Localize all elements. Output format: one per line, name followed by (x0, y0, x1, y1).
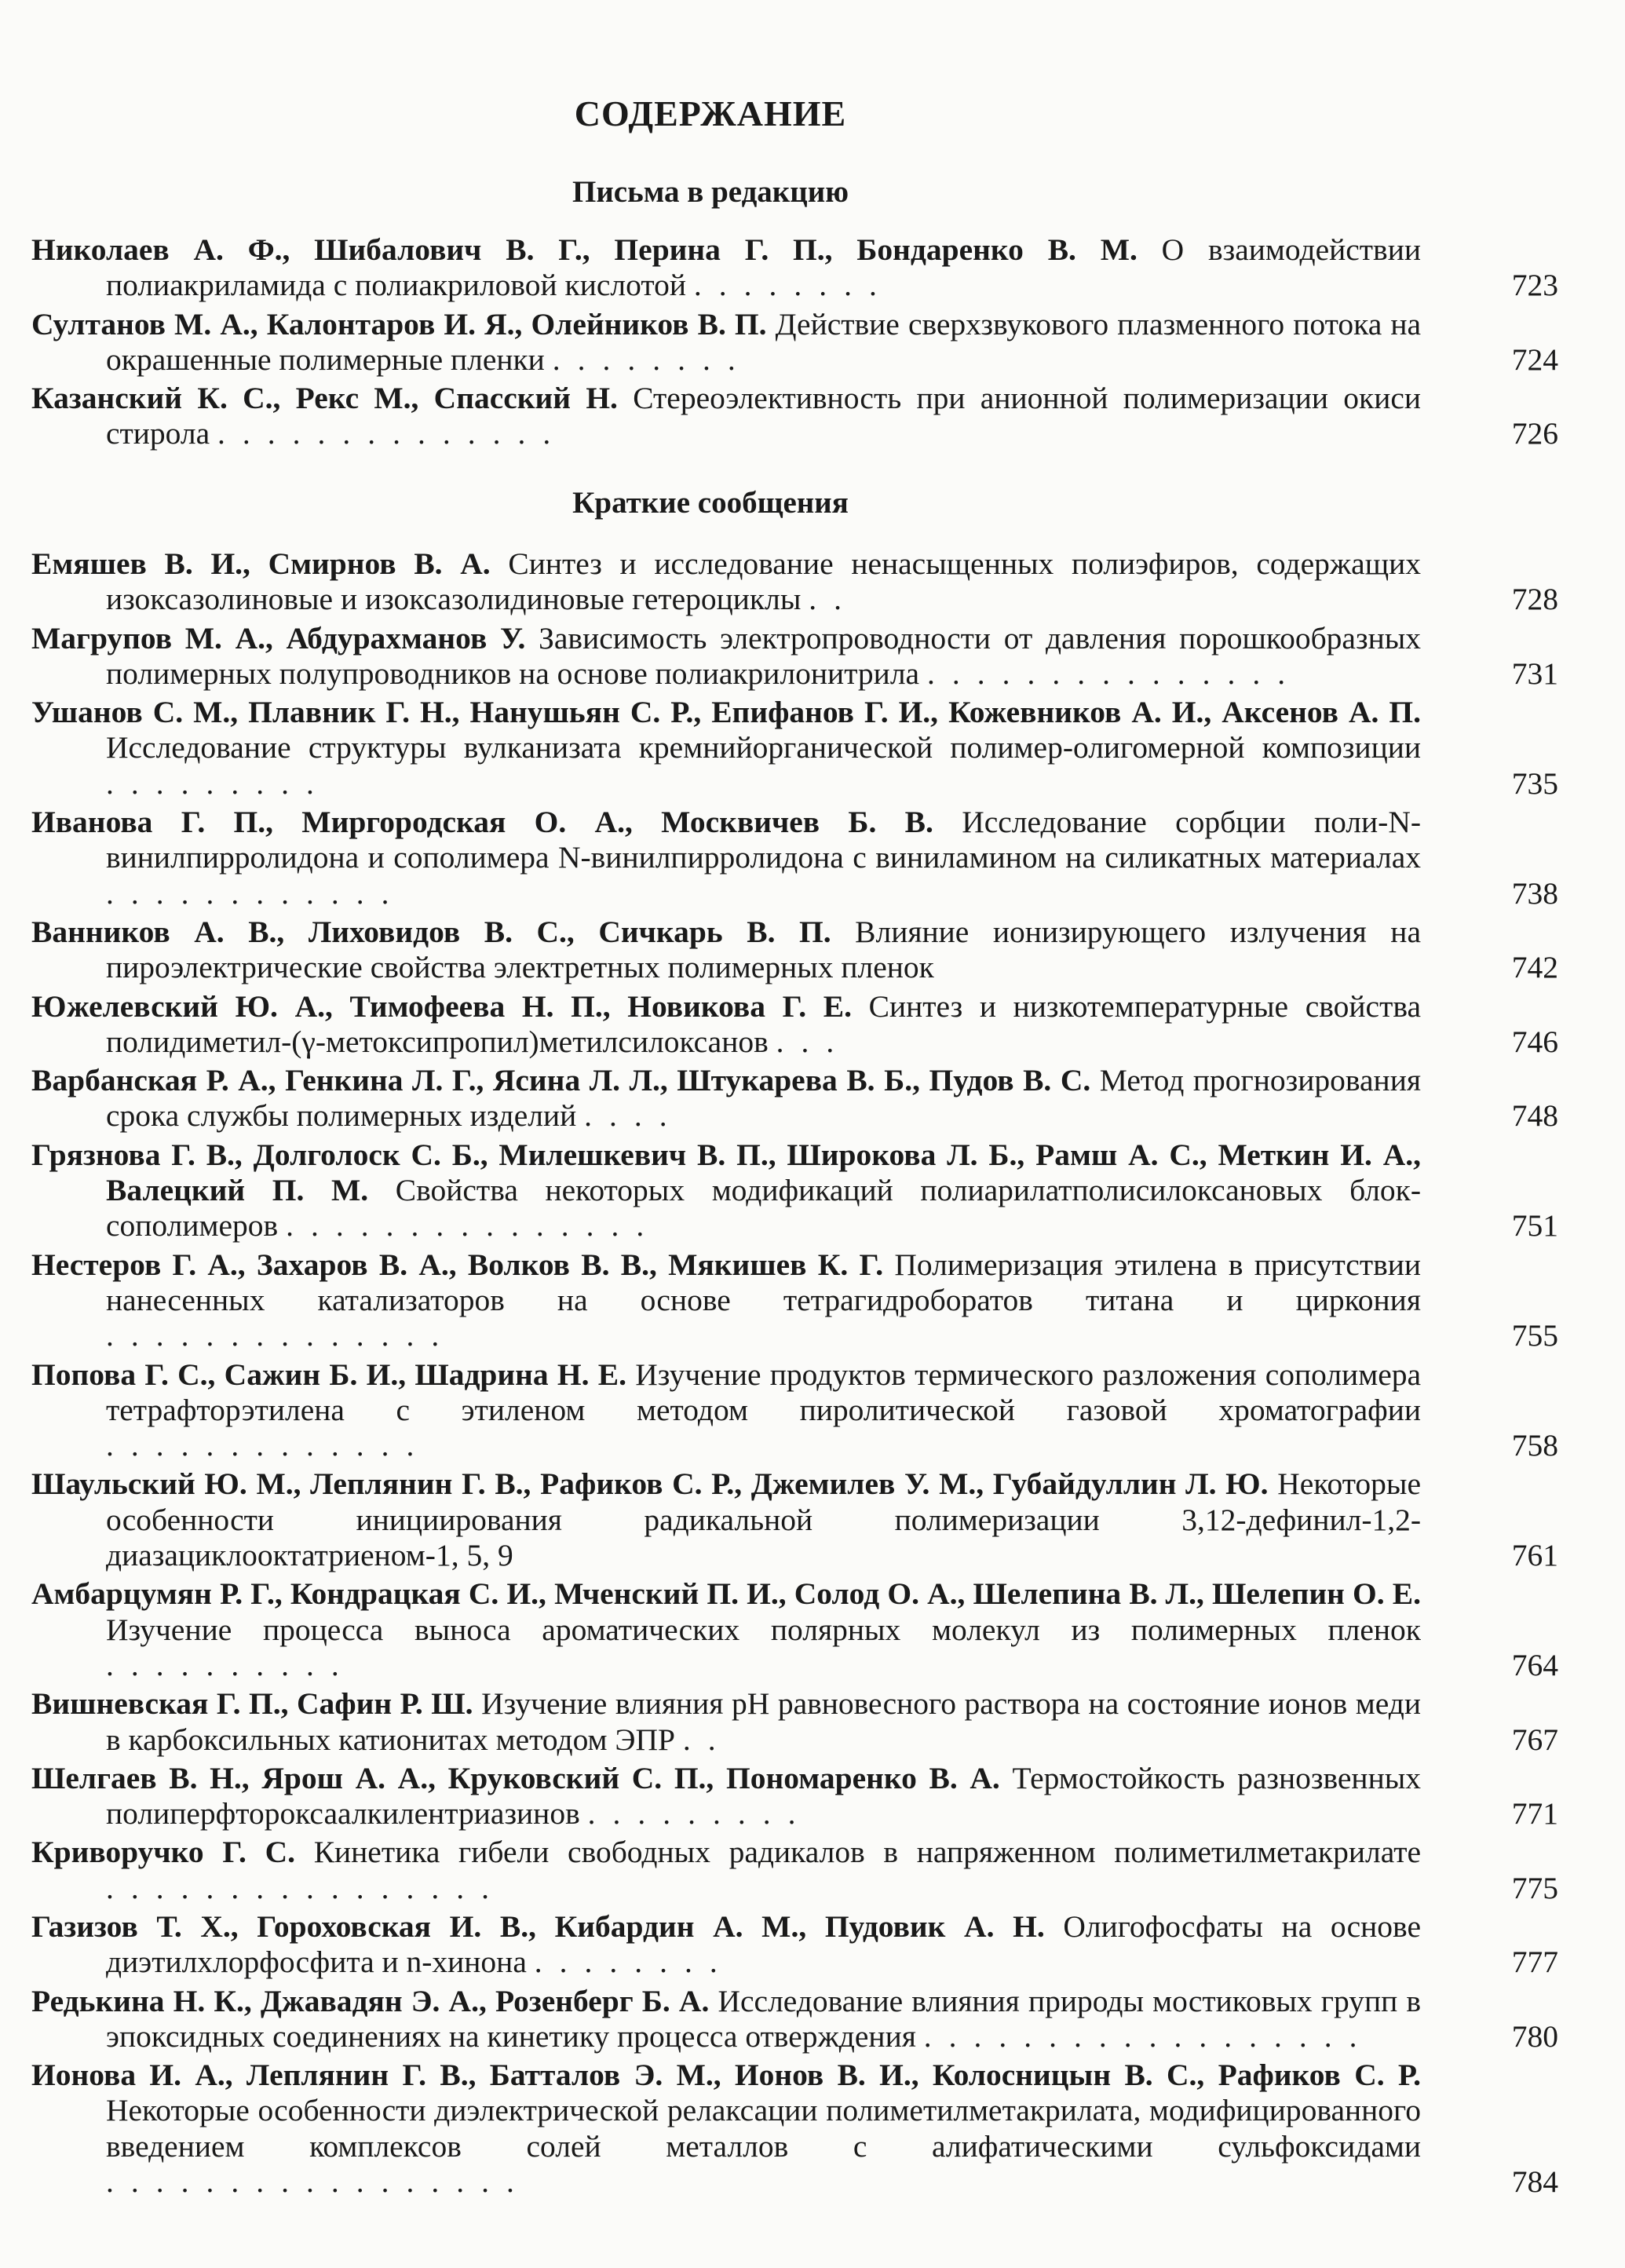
section-heading-letters: Письма в редакцию (571, 175, 849, 209)
entry-page: 771 (1511, 1796, 1558, 1832)
entry-page: 735 (1511, 765, 1558, 801)
entry-text (31, 915, 1421, 986)
entry-text (31, 1984, 1421, 2055)
entry-title: Олигофосфаты на основе диэтилхлорфосфита и n-хинона (106, 1908, 1421, 1980)
leader-dots: ............... (286, 1208, 662, 1244)
entry-text (31, 307, 1421, 378)
entry-authors: Амбарцумян Р. Г., Кондрацкая С. И., Мченский П. И., Солод О. А., Шелепина В. Л., Шелепин О. Е. (31, 1576, 1421, 1612)
entry-page: 777 (1511, 1945, 1558, 1980)
toc-entry[interactable] (31, 2058, 1566, 2200)
entry-title: Свойства некоторых модификаций полиарилатполисилоксановых блок-сополимеров (106, 1173, 1422, 1244)
leader-dots: .............. (217, 416, 568, 451)
entry-text (31, 2058, 1421, 2200)
entry-authors: Султанов М. А., Калонтаров И. Я., Олейников В. П. (31, 306, 767, 341)
entry-text (31, 1247, 1421, 1354)
toc-entry[interactable] (31, 546, 1566, 618)
entry-page: 738 (1511, 875, 1558, 911)
leader-dots: ... (776, 1024, 852, 1059)
entry-page: 726 (1511, 416, 1558, 451)
toc-entry[interactable] (31, 1357, 1566, 1464)
entry-authors: Вишневская Г. П., Сафин Р. Ш. (31, 1686, 473, 1722)
entry-title: Изучение процесса выноса ароматических полярных молекул из полимерных пленок (106, 1612, 1421, 1647)
entry-page: 723 (1511, 268, 1558, 303)
toc-entry[interactable] (31, 1063, 1566, 1134)
toc-entry[interactable] (31, 1686, 1566, 1758)
toc-entry[interactable] (31, 915, 1566, 986)
entry-page: 758 (1511, 1428, 1558, 1463)
leader-dots: ............. (106, 1428, 432, 1463)
entry-page: 755 (1511, 1318, 1558, 1353)
entry-page: 742 (1511, 950, 1558, 985)
entry-title: Влияние ионизирующего излучения на пироэлектрические свойства электретных полимерных пленок (106, 914, 1421, 985)
toc-entry[interactable] (31, 1247, 1566, 1354)
toc-entry[interactable] (31, 989, 1566, 1061)
entry-title: Исследование влияния природы мостиковых групп в эпоксидных соединениях на кинетику процесса отверждения (106, 1983, 1422, 2054)
toc-entry[interactable] (31, 232, 1566, 304)
entry-title: Изучение влияния pH равновесного раствора на состояние ионов меди в карбоксильных катионитах методом ЭПР (106, 1686, 1421, 1757)
entry-page: 746 (1511, 1024, 1558, 1059)
leader-dots: ................. (106, 2164, 531, 2200)
entry-page: 784 (1511, 2164, 1558, 2200)
entry-page: 767 (1511, 1722, 1558, 1757)
entry-text (31, 1063, 1421, 1134)
leader-dots: ........ (693, 268, 894, 303)
section-heading-short-reports: Краткие сообщения (572, 486, 849, 520)
toc-entry[interactable] (31, 1761, 1566, 1832)
page-title: СОДЕРЖАНИЕ (574, 93, 847, 133)
entry-page: 764 (1511, 1647, 1558, 1682)
leader-dots: ......... (106, 765, 331, 801)
leader-dots: ................ (106, 1870, 506, 1905)
entry-authors: Южелевский Ю. А., Тимофеева Н. П., Новикова Г. Е. (31, 988, 853, 1024)
entry-text (31, 1686, 1421, 1758)
toc-entry[interactable] (31, 1466, 1566, 1573)
entry-authors: Варбанская Р. А., Генкина Л. Г., Ясина Л. Л., Штукарева В. Б., Пудов В. С. (31, 1063, 1091, 1098)
entry-page: 724 (1511, 341, 1558, 377)
entry-authors: Нестеров Г. А., Захаров В. А., Волков В. В., Мякишев К. Г. (31, 1247, 884, 1282)
entry-authors: Казанский К. С., Рекс М., Спасский Н. (31, 381, 618, 416)
toc-entry[interactable] (31, 307, 1566, 378)
entry-title: Изучение продуктов термического разложения сополимера тетрафторэтилена с этиленом методом пиролитической газовой хроматографии (106, 1357, 1422, 1427)
leader-dots: ......... (587, 1796, 813, 1832)
leader-dots: .................. (923, 2018, 1375, 2054)
entry-text (31, 989, 1421, 1061)
entry-text (31, 381, 1421, 452)
leader-dots: .. (682, 1722, 733, 1757)
entry-authors: Грязнова Г. В., Долголоск С. Б., Милешкевич В. П., Широкова Л. Б., Рамш А. С., Меткин И. А., Валецкий П. М. (31, 1137, 1421, 1208)
leader-dots: .... (584, 1098, 685, 1134)
entry-authors: Ванников А. В., Лиховидов В. С., Сичкарь В. П. (31, 914, 831, 949)
leader-dots: ............ (106, 875, 407, 911)
toc-entry[interactable] (31, 621, 1566, 692)
entry-title: Метод прогнозирования срока службы полимерных изделий (106, 1063, 1421, 1134)
entry-text (31, 1909, 1421, 1981)
entry-title: Синтез и низкотемпературные свойства полидиметил-(γ-метоксипропил)метилсилоксанов (106, 988, 1421, 1059)
entry-authors: Ионова И. А., Леплянин Г. В., Батталов Э. М., Ионов В. И., Колосницын В. С., Рафиков С. Р. (31, 2058, 1421, 2093)
entry-text (31, 621, 1421, 692)
entry-page: 780 (1511, 2018, 1558, 2054)
entry-page: 731 (1511, 656, 1558, 691)
entry-page: 751 (1511, 1208, 1558, 1244)
entry-title: Исследование сорбции поли-N-винилпирролидона и сополимера N-винилпирролидона с виниламином на силикатных материалах (106, 805, 1421, 875)
toc-entry[interactable] (31, 695, 1566, 802)
entry-text (31, 1761, 1421, 1832)
entry-page: 775 (1511, 1870, 1558, 1905)
entry-title: Термостойкость разнозвенных полиперфтороксаалкилентриазинов (106, 1760, 1421, 1832)
entry-page: 728 (1511, 582, 1558, 617)
entry-authors: Иванова Г. П., Миргородская О. А., Москвичев Б. В. (31, 805, 933, 840)
entry-title: Исследование структуры вулканизата кремнийорганической полимер-олигомерной композиции (106, 730, 1421, 765)
entry-text (31, 546, 1421, 618)
toc-section-short-reports (31, 546, 1566, 2203)
entry-authors: Газизов Т. Х., Гороховская И. В., Кибардин А. М., Пудовик А. Н. (31, 1908, 1045, 1944)
entry-title: Зависимость электропроводности от давления порошкообразных полимерных полупроводников на основе полиакрилонитрила (106, 620, 1421, 691)
toc-section-letters (31, 232, 1566, 455)
entry-text (31, 1835, 1421, 1906)
entry-text (31, 1576, 1421, 1683)
entry-title: Некоторые особенности инициирования радикальной полимеризации 3,12-дефинил-1,2-диазациклооктатриеном-1, 5, 9 (106, 1466, 1422, 1573)
leader-dots: .............. (106, 1318, 457, 1353)
leader-dots: ........ (534, 1945, 735, 1980)
entry-authors: Емяшев В. И., Смирнов В. А. (31, 546, 491, 581)
entry-title: Кинетика гибели свободных радикалов в напряженном полиметилметакрилате (313, 1835, 1422, 1870)
entry-title: О взаимодействии полиакриламида с полиакриловой кислотой (106, 232, 1421, 303)
entry-page: 761 (1511, 1538, 1558, 1573)
entry-text (31, 1357, 1421, 1464)
toc-entry[interactable] (31, 1984, 1566, 2055)
entry-authors: Николаев А. Ф., Шибалович В. Г., Перина Г. П., Бондаренко В. М. (31, 232, 1138, 267)
entry-text (31, 805, 1421, 911)
toc-entry[interactable] (31, 1909, 1566, 1981)
entry-title: Стереоэлективность при анионной полимеризации окиси стирола (106, 381, 1422, 451)
entry-text (31, 1466, 1421, 1573)
entry-text (31, 232, 1421, 304)
entry-title: Синтез и исследование ненасыщенных полиэфиров, содержащих изоксазолиновые и изоксазолидиновые гетероциклы (106, 546, 1422, 617)
entry-page: 748 (1511, 1098, 1558, 1134)
toc-entry[interactable] (31, 1835, 1566, 1906)
toc-entry[interactable] (31, 805, 1566, 911)
leader-dots: ............... (926, 656, 1303, 691)
entry-authors: Шелгаев В. Н., Ярош А. А., Круковский С. П., Пономаренко В. А. (31, 1760, 1000, 1795)
entry-title: Полимеризация этилена в присутствии нанесенных катализаторов на основе тетрагидроборатов титана и циркония (106, 1247, 1422, 1317)
leader-dots: .......... (106, 1647, 356, 1682)
leader-dots: .. (809, 582, 859, 617)
toc-entry[interactable] (31, 1138, 1566, 1244)
entry-title: Действие сверхзвукового плазменного потока на окрашенные полимерные пленки (106, 306, 1421, 377)
leader-dots: ........ (552, 341, 753, 377)
entry-text (31, 1138, 1421, 1244)
toc-entry[interactable] (31, 381, 1566, 452)
entry-authors: Магрупов М. А., Абдурахманов У. (31, 620, 526, 656)
toc-entry[interactable] (31, 1576, 1566, 1683)
entry-authors: Попова Г. С., Сажин Б. И., Шадрина Н. Е. (31, 1357, 626, 1392)
entry-authors: Шаульский Ю. М., Леплянин Г. В., Рафиков С. Р., Джемилев У. М., Губайдуллин Л. Ю. (31, 1466, 1269, 1502)
entry-authors: Криворучко Г. С. (31, 1835, 295, 1870)
entry-authors: Редькина Н. К., Джавадян Э. А., Розенберг Б. А. (31, 1983, 710, 2018)
entry-title: Некоторые особенности диэлектрической релаксации полиметилметакрилата, модифицированного введением комплексов солей металлов с алифатическими сульфоксидами (106, 2093, 1421, 2164)
entry-text (31, 695, 1421, 802)
entry-authors: Ушанов С. М., Плавник Г. Н., Нанушьян С. Р., Епифанов Г. И., Кожевников А. И., Аксенов А. П. (31, 695, 1421, 730)
